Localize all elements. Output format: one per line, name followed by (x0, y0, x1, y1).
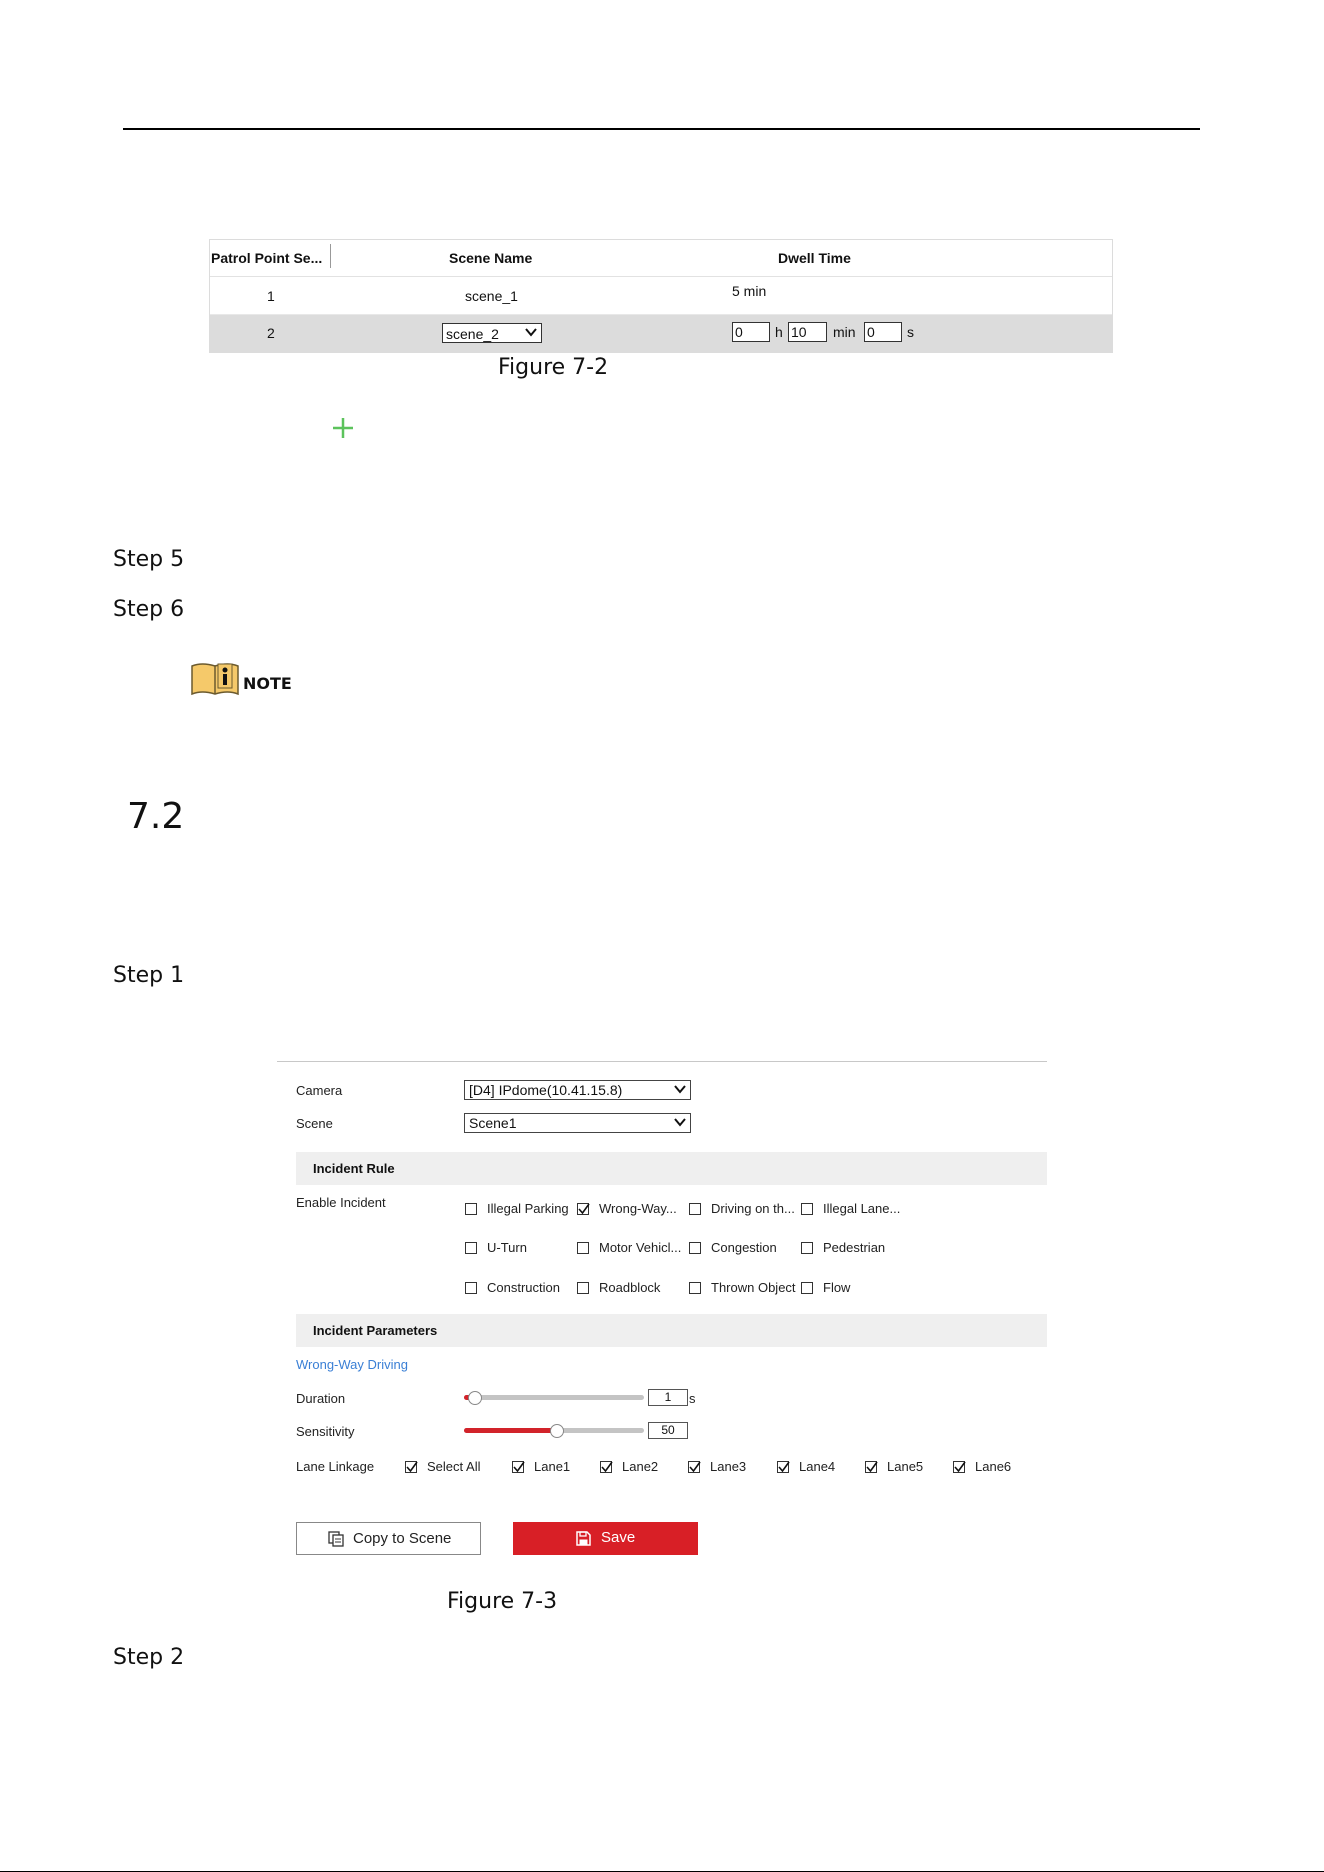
checkmark-icon (512, 1460, 526, 1474)
incident-checkbox[interactable] (465, 1203, 477, 1215)
incident-checkbox[interactable] (465, 1242, 477, 1254)
incident-label: Construction (487, 1280, 560, 1295)
duration-slider[interactable] (464, 1395, 644, 1400)
incident-checkbox[interactable] (689, 1282, 701, 1294)
checkmark-icon (865, 1460, 879, 1474)
incident-checkbox[interactable] (801, 1242, 813, 1254)
checkmark-icon (577, 1202, 591, 1216)
note-icon (190, 660, 240, 696)
table-row[interactable] (210, 277, 1112, 315)
save-icon (576, 1531, 591, 1546)
incident-checkbox[interactable] (689, 1242, 701, 1254)
step-label: Step 1 (113, 963, 185, 988)
incident-label: Illegal Parking (487, 1201, 569, 1216)
checkmark-icon (405, 1460, 419, 1474)
col-header-dwell-time[interactable]: Dwell Time (778, 250, 851, 266)
col-header-scene-name[interactable]: Scene Name (449, 250, 533, 266)
chevron-down-icon (674, 1116, 686, 1128)
checkmark-icon (600, 1460, 614, 1474)
incident-label: Illegal Lane... (823, 1201, 901, 1216)
minutes-input[interactable]: 10 (788, 322, 827, 342)
incident-label: Driving on th... (711, 1201, 795, 1216)
lane-checkbox[interactable] (600, 1461, 612, 1473)
sensitivity-label: Sensitivity (296, 1424, 355, 1439)
incident-checkbox[interactable] (577, 1282, 589, 1294)
table-row[interactable] (210, 315, 1112, 352)
header-rule (123, 128, 1200, 130)
lane-linkage-label: Lane Linkage (296, 1459, 375, 1474)
hours-unit: h (775, 324, 783, 340)
save-label: Save (601, 1529, 636, 1546)
column-resize-handle[interactable] (330, 244, 331, 268)
form-divider (277, 1061, 1047, 1062)
checkmark-icon (777, 1460, 791, 1474)
step-label: Step 6 (113, 597, 185, 622)
save-button[interactable] (513, 1522, 698, 1555)
seconds-input[interactable]: 0 (864, 322, 902, 342)
row-seq: 1 (267, 288, 275, 304)
col-header-sequence[interactable]: Patrol Point Se... (211, 250, 323, 266)
hours-input[interactable]: 0 (732, 322, 770, 342)
sensitivity-slider-handle[interactable] (550, 1424, 564, 1438)
incident-label: Congestion (711, 1240, 777, 1255)
checkmark-icon (688, 1460, 702, 1474)
scene-select[interactable] (442, 323, 542, 343)
scene-select-value: scene_2 (446, 326, 499, 342)
seconds-unit: s (907, 324, 914, 340)
lane-checkbox[interactable] (953, 1461, 965, 1473)
camera-select[interactable] (464, 1080, 691, 1100)
incident-label: Thrown Object (711, 1280, 796, 1295)
incident-rule-title: Incident Rule (313, 1161, 395, 1176)
chevron-down-icon (674, 1083, 686, 1095)
scene-select-value: Scene1 (469, 1115, 517, 1131)
copy-icon (328, 1531, 344, 1547)
row-dwell: 5 min (732, 283, 767, 299)
figure-caption: Figure 7-3 (447, 1589, 558, 1614)
camera-select-value: [D4] IPdome(10.41.15.8) (469, 1082, 623, 1098)
incident-label: Motor Vehicl... (599, 1240, 682, 1255)
lane-label: Lane4 (799, 1459, 836, 1474)
lane-checkbox[interactable] (688, 1461, 700, 1473)
section-number: 7.2 (127, 796, 185, 837)
lane-checkbox[interactable] (777, 1461, 789, 1473)
incident-parameters-header (296, 1314, 1047, 1347)
incident-checkbox[interactable] (577, 1242, 589, 1254)
duration-unit: s (689, 1391, 696, 1406)
duration-slider-handle[interactable] (468, 1391, 482, 1405)
checkmark-icon (953, 1460, 967, 1474)
lane-checkbox[interactable] (512, 1461, 524, 1473)
lane-label: Lane6 (975, 1459, 1012, 1474)
incident-label: U-Turn (487, 1240, 527, 1255)
duration-label: Duration (296, 1391, 346, 1406)
camera-label: Camera (296, 1083, 343, 1098)
plus-icon (332, 417, 354, 439)
incident-parameters-title: Incident Parameters (313, 1323, 438, 1338)
copy-to-scene-button[interactable] (296, 1522, 481, 1555)
lane-label: Lane3 (710, 1459, 747, 1474)
scene-select[interactable] (464, 1113, 691, 1133)
lane-label: Lane1 (534, 1459, 571, 1474)
lane-label: Select All (427, 1459, 481, 1474)
copy-to-scene-label: Copy to Scene (353, 1530, 452, 1547)
incident-checkbox[interactable] (577, 1203, 589, 1215)
duration-input[interactable]: 1 (648, 1389, 688, 1406)
patrol-table (209, 239, 1113, 353)
incident-label: Roadblock (599, 1280, 661, 1295)
incident-label: Wrong-Way... (599, 1201, 677, 1216)
incident-rule-header (296, 1152, 1047, 1185)
minutes-unit: min (833, 324, 856, 340)
step-label: Step 5 (113, 547, 185, 572)
incident-checkbox[interactable] (801, 1203, 813, 1215)
incident-label: Flow (823, 1280, 851, 1295)
sensitivity-input[interactable]: 50 (648, 1422, 688, 1439)
table-header (210, 240, 1112, 277)
row-scene: scene_1 (465, 288, 518, 304)
step-label: Step 2 (113, 1645, 185, 1670)
sensitivity-slider-fill (464, 1428, 556, 1433)
scene-label: Scene (296, 1116, 333, 1131)
incident-checkbox[interactable] (465, 1282, 477, 1294)
figure-caption: Figure 7-2 (498, 355, 609, 380)
incident-checkbox[interactable] (689, 1203, 701, 1215)
wrong-way-driving-link[interactable]: Wrong-Way Driving (296, 1357, 408, 1372)
lane-checkbox[interactable] (865, 1461, 877, 1473)
lane-label: Lane5 (887, 1459, 924, 1474)
enable-incident-label: Enable Incident (296, 1195, 386, 1210)
lane-label: Lane2 (622, 1459, 659, 1474)
incident-checkbox[interactable] (801, 1282, 813, 1294)
chevron-down-icon (525, 326, 537, 338)
lane-checkbox[interactable] (405, 1461, 417, 1473)
incident-label: Pedestrian (823, 1240, 886, 1255)
note-label: NOTE (243, 674, 292, 693)
row-seq: 2 (267, 325, 275, 341)
